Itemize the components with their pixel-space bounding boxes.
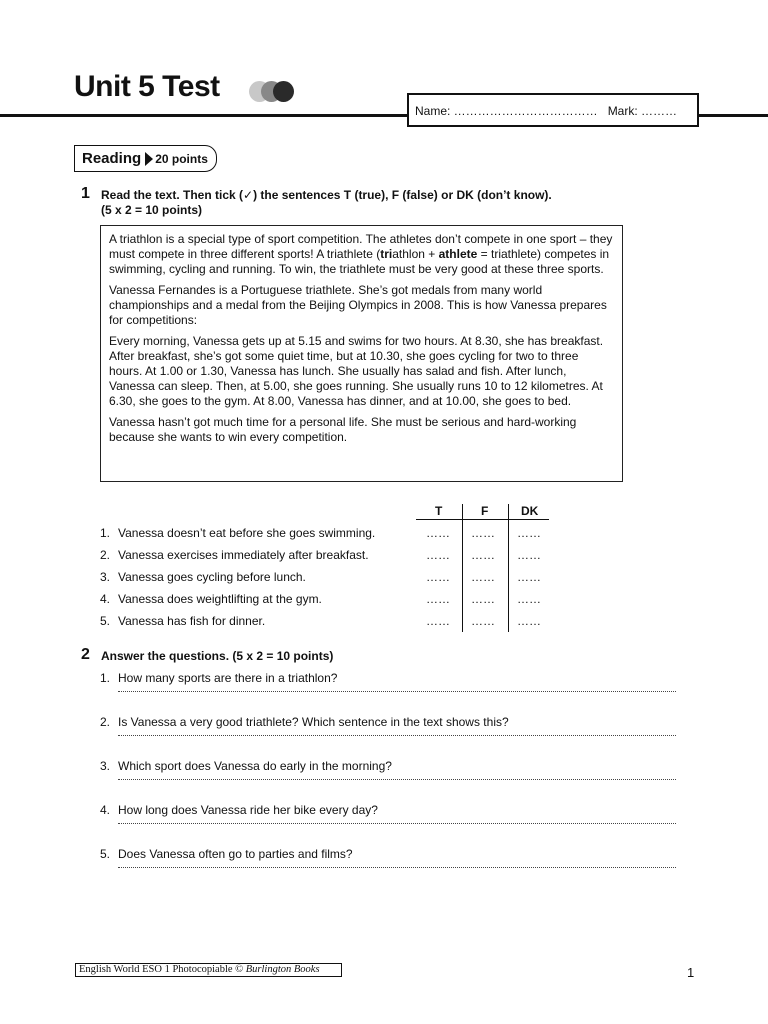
decorative-circles-icon xyxy=(249,81,299,103)
answer-blank-f[interactable]: …… xyxy=(471,570,495,584)
statement-row xyxy=(100,614,560,630)
answer-blank-f[interactable]: …… xyxy=(471,592,495,606)
answer-blank-f[interactable]: …… xyxy=(471,614,495,628)
exercise-1-number: 1 xyxy=(81,185,90,202)
answer-blank-dk[interactable]: …… xyxy=(517,548,541,562)
statement-text: Vanessa doesn’t eat before she goes swimming. xyxy=(118,526,376,540)
question-text: How long does Vanessa ride her bike every day? xyxy=(118,803,378,817)
table-column-divider xyxy=(462,504,463,632)
publisher-name: Burlington Books xyxy=(245,964,320,975)
question-number: 5. xyxy=(100,847,111,861)
name-field-label: Name: ……………………………… xyxy=(415,104,598,118)
arrow-right-icon xyxy=(145,152,153,166)
table-header-rule xyxy=(416,519,549,520)
passage-paragraph-1: A triathlon is a special type of sport competition. The athletes don’t compete in one sport – they must compete in three different sports! A triathlete (triathlon + athlete = triathlete) competes in swimming, cycling and running. To win, the triathlete must be very good at these three sports. xyxy=(109,232,613,276)
answer-blank-t[interactable]: …… xyxy=(426,592,450,606)
answer-blank-dk[interactable]: …… xyxy=(517,592,541,606)
exercise-1-instruction-line2: (5 x 2 = 10 points) xyxy=(101,203,203,217)
statement-number: 1. xyxy=(100,526,111,540)
answer-blank-t[interactable]: …… xyxy=(426,614,450,628)
mark-field-label: Mark: ……… xyxy=(607,104,678,118)
statement-row xyxy=(100,526,560,542)
section-points: 20 points xyxy=(155,151,208,166)
statement-text: Vanessa does weightlifting at the gym. xyxy=(118,592,322,606)
statement-number: 4. xyxy=(100,592,111,606)
answer-line[interactable] xyxy=(118,691,676,692)
name-mark-box xyxy=(407,93,699,127)
question-text: Does Vanessa often go to parties and films? xyxy=(118,847,353,861)
section-title: Reading xyxy=(82,150,142,167)
exercise-2-instruction: Answer the questions. (5 x 2 = 10 points) xyxy=(101,649,334,663)
passage-paragraph-3: Every morning, Vanessa gets up at 5.15 and swims for two hours. At 8.30, she has breakfast. After breakfast, she’s got some quiet time, but at 10.30, she goes cycling for two to three hours. At 1.00 or 1.30, Vanessa has lunch. She usually has salad and fish. After lunch, Vanessa can sleep. Then, at 5.00, she goes running. She usually runs 10 to 12 kilometres. At 6.30, she goes to the gym. At 8.00, Vanessa has dinner, and at 10.00, she goes to bed. xyxy=(109,334,604,408)
answer-line[interactable] xyxy=(118,779,676,780)
statement-number: 5. xyxy=(100,614,111,628)
statement-text: Vanessa has fish for dinner. xyxy=(118,614,266,628)
question-text: Is Vanessa a very good triathlete? Which sentence in the text shows this? xyxy=(118,715,509,729)
answer-blank-dk[interactable]: …… xyxy=(517,570,541,584)
answer-blank-dk[interactable]: …… xyxy=(517,614,541,628)
reading-passage xyxy=(100,225,623,482)
question-text: How many sports are there in a triathlon? xyxy=(118,671,338,685)
statement-row xyxy=(100,548,560,564)
question-row xyxy=(100,847,680,871)
answer-blank-f[interactable]: …… xyxy=(471,526,495,540)
answer-blank-t[interactable]: …… xyxy=(426,548,450,562)
question-row xyxy=(100,671,680,695)
page-number: 1 xyxy=(687,965,695,980)
page-title: Unit 5 Test xyxy=(74,70,220,103)
question-number: 4. xyxy=(100,803,111,817)
question-text: Which sport does Vanessa do early in the morning? xyxy=(118,759,392,773)
question-row xyxy=(100,715,680,739)
section-label xyxy=(74,145,217,172)
question-number: 2. xyxy=(100,715,111,729)
passage-paragraph-4: Vanessa hasn’t got much time for a personal life. She must be serious and hard-working because she wants to win every competition. xyxy=(109,415,577,444)
answer-line[interactable] xyxy=(118,823,676,824)
passage-paragraph-2: Vanessa Fernandes is a Portuguese triathlete. She’s got medals from many world championships and a medal from the Beijing Olympics in 2008. This is how Vanessa prepares for competitions: xyxy=(109,283,607,327)
copyright-text: English World ESO 1 Photocopiable © xyxy=(79,964,246,975)
question-number: 3. xyxy=(100,759,111,773)
column-header-dk: DK xyxy=(521,504,539,518)
answer-line[interactable] xyxy=(118,735,676,736)
table-column-divider xyxy=(508,504,509,632)
answer-blank-dk[interactable]: …… xyxy=(517,526,541,540)
statement-number: 3. xyxy=(100,570,111,584)
question-row xyxy=(100,803,680,827)
answer-blank-f[interactable]: …… xyxy=(471,548,495,562)
statement-row xyxy=(100,570,560,586)
column-header-t: T xyxy=(435,504,443,518)
answer-line[interactable] xyxy=(118,867,676,868)
answer-blank-t[interactable]: …… xyxy=(426,526,450,540)
answer-blank-t[interactable]: …… xyxy=(426,570,450,584)
exercise-1-instruction-line1: Read the text. Then tick (✓) the sentences T (true), F (false) or DK (don’t know). xyxy=(101,188,552,202)
exercise-2-number: 2 xyxy=(81,646,90,663)
statement-row xyxy=(100,592,560,608)
column-header-f: F xyxy=(481,504,489,518)
copyright-footer xyxy=(75,963,342,977)
question-number: 1. xyxy=(100,671,111,685)
exercise-1-instruction xyxy=(101,188,552,218)
statement-number: 2. xyxy=(100,548,111,562)
statement-text: Vanessa goes cycling before lunch. xyxy=(118,570,306,584)
question-row xyxy=(100,759,680,783)
statement-text: Vanessa exercises immediately after breakfast. xyxy=(118,548,369,562)
